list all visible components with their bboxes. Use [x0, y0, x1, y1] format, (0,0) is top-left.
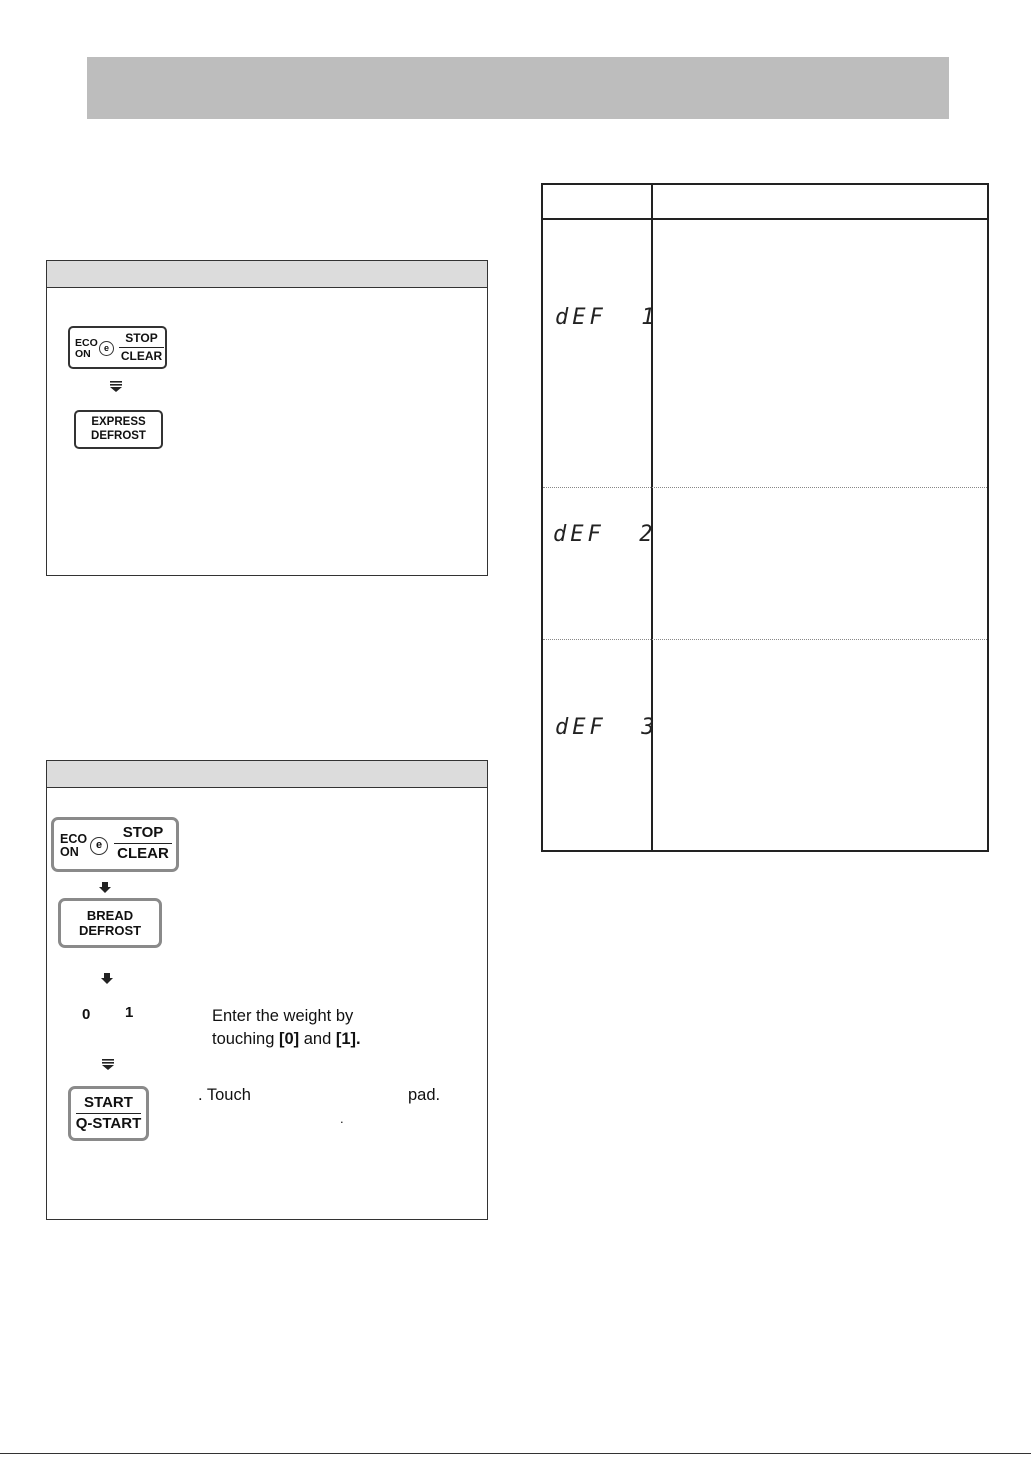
- start-text: START: [84, 1094, 133, 1111]
- on-text: ON: [60, 844, 79, 859]
- weight-instruction-and: and: [299, 1030, 336, 1048]
- number-key-0[interactable]: 0: [82, 1006, 91, 1023]
- down-arrow-icon: [101, 973, 113, 985]
- stop-clear-rule: [119, 347, 164, 348]
- clear-text: CLEAR: [120, 349, 163, 363]
- table-row-divider: [543, 639, 987, 640]
- bread-defrost-label: [61, 908, 159, 939]
- eco-on-label: [75, 338, 98, 359]
- on-text: ON: [75, 347, 91, 360]
- bread-defrost-panel: [46, 760, 488, 1220]
- defrost-text: DEFROST: [78, 923, 142, 939]
- eco-e-icon: [90, 837, 108, 855]
- bread-defrost-panel-header: [47, 761, 487, 788]
- start-label: [71, 1094, 146, 1132]
- bread-defrost-button[interactable]: [58, 898, 162, 948]
- page-bottom-rule: [0, 1453, 1031, 1454]
- express-defrost-panel-header: [47, 261, 487, 288]
- table-column-divider: [651, 185, 653, 850]
- stop-text: STOP: [122, 824, 164, 841]
- display-def-2: dEF 2: [553, 522, 657, 547]
- down-arrow-icon: [99, 882, 111, 894]
- q-start-text: Q-START: [75, 1115, 142, 1132]
- double-down-arrow-icon: [102, 1059, 114, 1071]
- display-def-3: dEF 3: [555, 715, 659, 740]
- eco-e-text: e: [95, 839, 103, 851]
- bread-text: BREAD: [86, 908, 134, 923]
- stop-clear-label: [119, 331, 164, 363]
- stop-text: STOP: [125, 331, 158, 345]
- eco-on-label: [60, 833, 87, 858]
- eco-text: ECO: [75, 337, 98, 349]
- defrost-category-table: [541, 183, 989, 852]
- eco-stop-clear-button[interactable]: [51, 817, 179, 872]
- express-text: EXPRESS: [91, 416, 146, 428]
- start-q-start-button[interactable]: [68, 1086, 149, 1141]
- start-period: .: [340, 1111, 344, 1126]
- start-pad-text: pad.: [408, 1086, 441, 1104]
- defrost-text: DEFROST: [91, 429, 146, 442]
- table-row-divider: [543, 487, 987, 488]
- double-down-arrow-icon: [110, 381, 122, 393]
- express-defrost-label: [76, 416, 161, 443]
- eco-text: ECO: [60, 832, 88, 846]
- page-header-bar: [87, 57, 949, 119]
- number-key-1[interactable]: 1: [125, 1004, 134, 1021]
- stop-clear-rule: [114, 843, 172, 844]
- weight-instruction-line1: Enter the weight by: [212, 1007, 354, 1025]
- start-touch-text: . Touch: [198, 1086, 251, 1104]
- weight-instruction-key1: [1].: [335, 1030, 361, 1048]
- eco-e-text: e: [103, 343, 109, 353]
- clear-text: CLEAR: [117, 845, 169, 862]
- display-def-1: dEF 1: [555, 305, 659, 330]
- express-defrost-button[interactable]: [74, 410, 163, 449]
- weight-instruction-touching: touching: [212, 1030, 279, 1048]
- stop-clear-label: [114, 824, 172, 862]
- weight-instruction-key0: [0]: [278, 1030, 300, 1048]
- eco-stop-clear-button[interactable]: [68, 326, 167, 369]
- start-rule: [76, 1113, 141, 1114]
- table-header-divider: [543, 218, 987, 220]
- eco-e-icon: [99, 341, 114, 356]
- express-defrost-panel: [46, 260, 488, 576]
- weight-instruction-line2: [212, 1028, 361, 1051]
